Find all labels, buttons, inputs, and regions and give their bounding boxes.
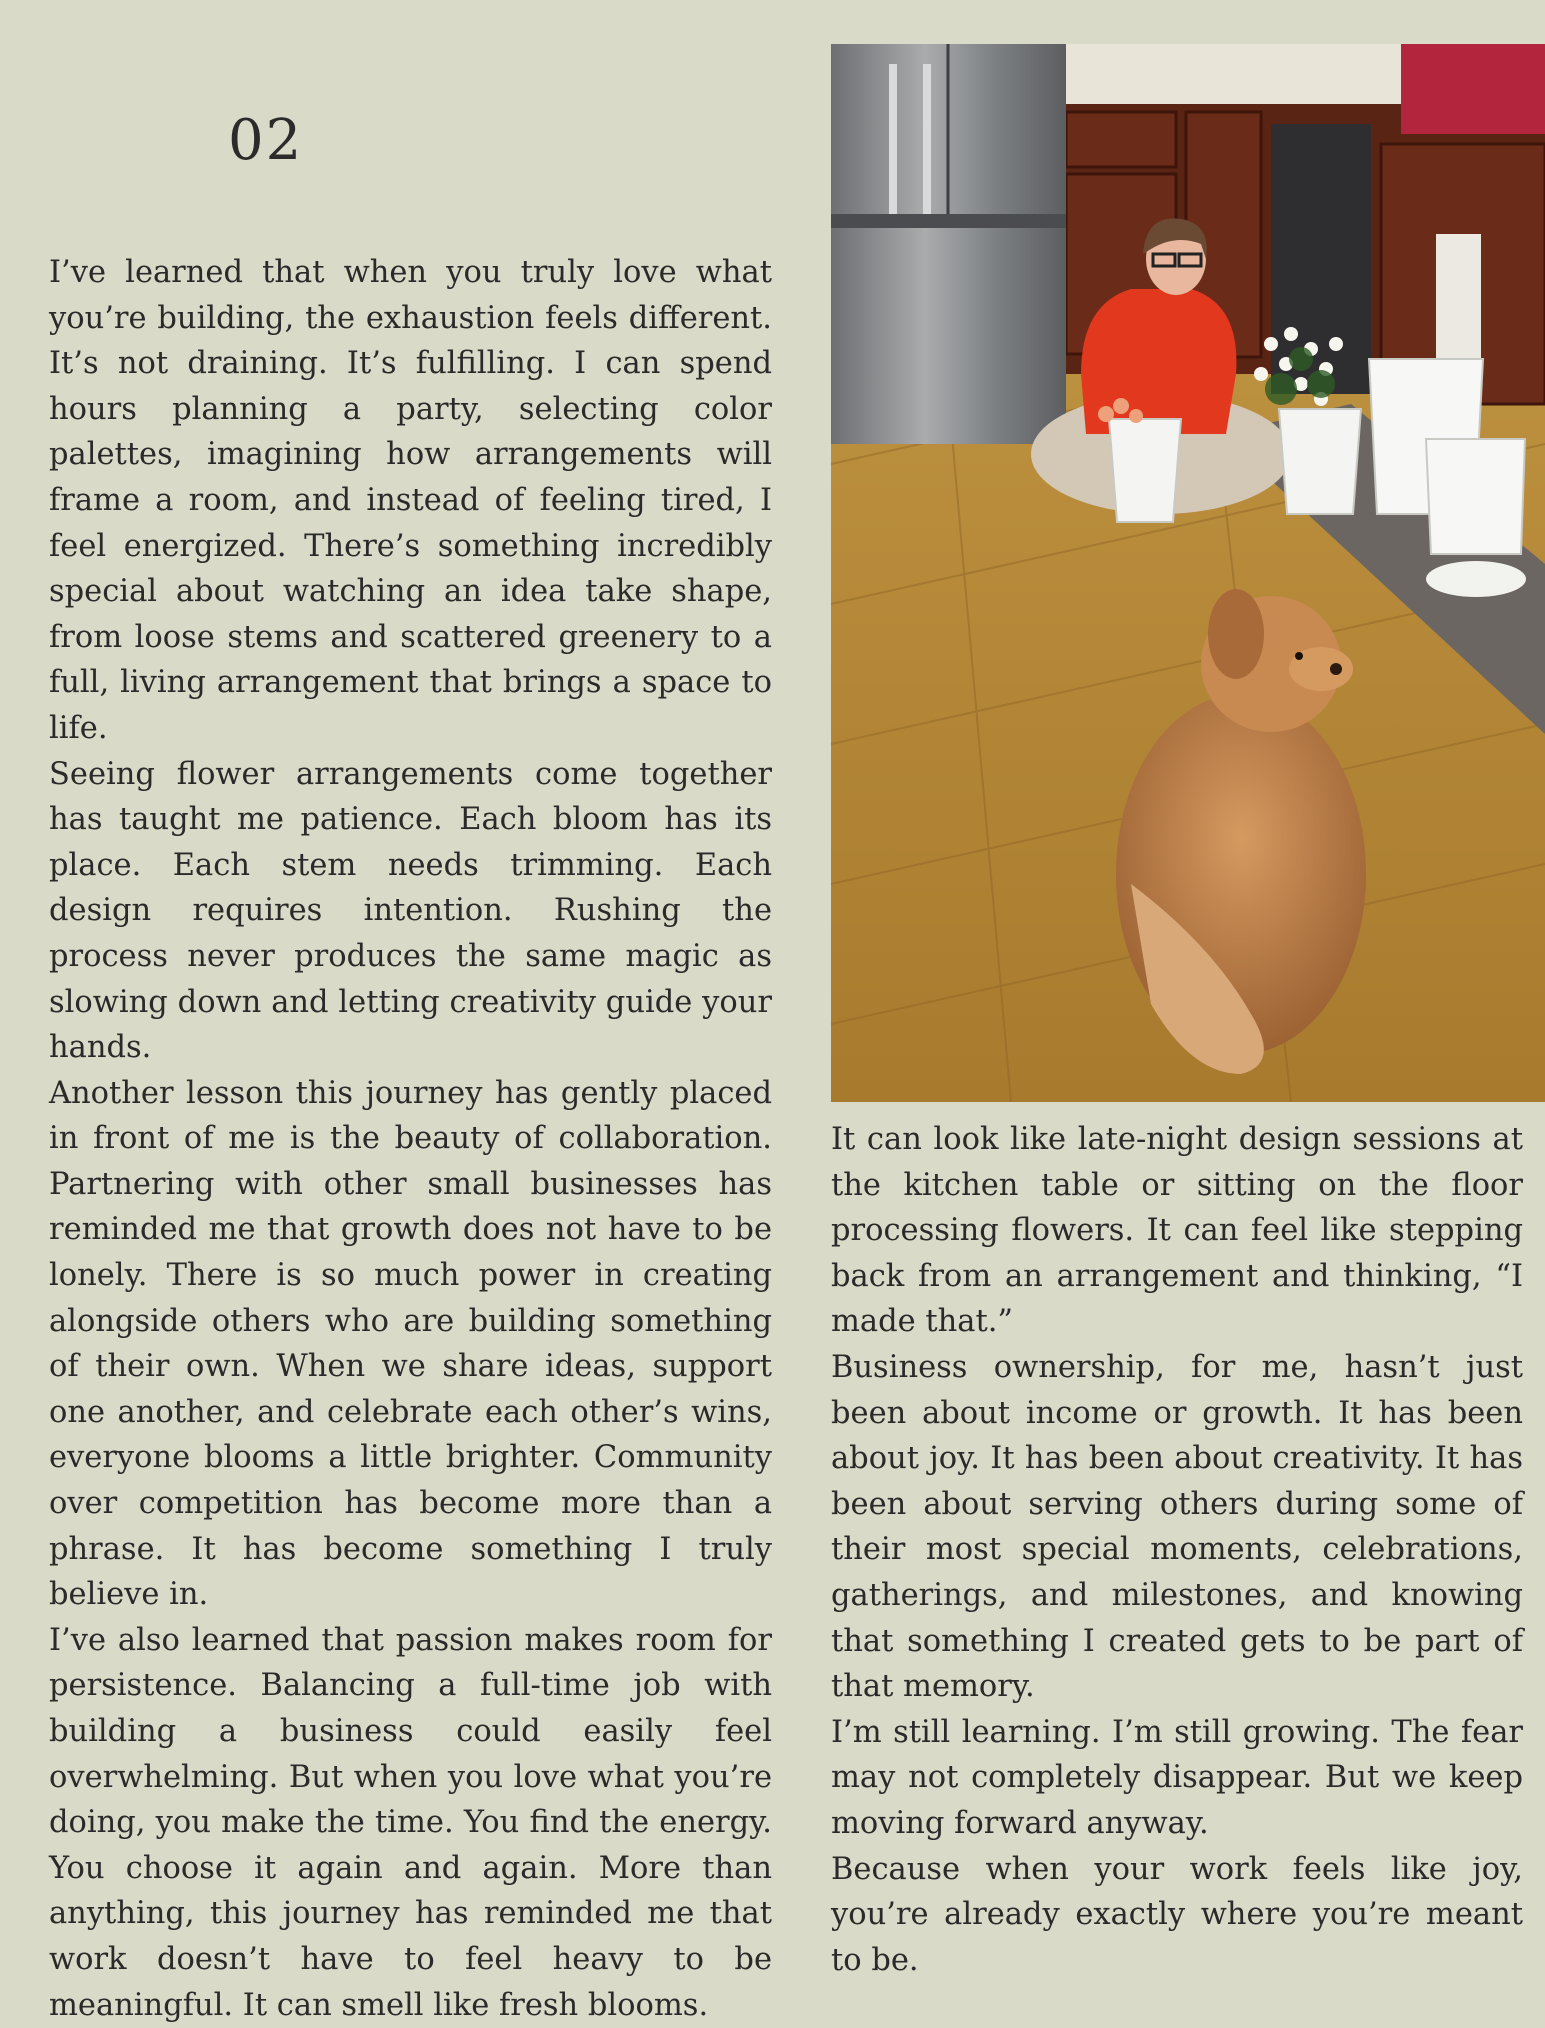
paragraph: Seeing flower arrangements come together has taught me patience. Each bloom has its place. Each stem needs trimming. Each design requires intention. Rushing the process never produces the same magic as slowing down and letting creativity guide your hands. — [49, 756, 772, 1066]
paragraph: I’ve also learned that passion makes room for persistence. Balancing a full-time job with building a business could easily feel overwhelming. But when you love what you’re doing, you make the time. You find the energy. You choose it again and again. More than anything, this journey has reminded me that work doesn’t have to feel heavy to be meaningful. It can smell like fresh blooms. — [49, 1622, 772, 2023]
kitchen-photo — [831, 44, 1545, 1102]
page-number: 02 — [228, 108, 304, 173]
paragraph: It can look like late-night design sessions at the kitchen table or sitting on the floor processing flowers. It can feel like stepping back from an arrangement and thinking, “I made that.” — [831, 1122, 1523, 1340]
paragraph: Because when your work feels like joy, you’re already exactly where you’re meant to be. — [831, 1851, 1523, 1978]
left-text-column — [49, 250, 772, 2028]
paragraph: Another lesson this journey has gently placed in front of me is the beauty of collaboration. Partnering with other small businesses has reminded me that growth does not have to be lonely. There is so much power in creating alongside others who are building something of their own. When we share ideas, support one another, and celebrate each other’s wins, everyone blooms a little brighter. Community over competition has become more than a phrase. It has become something I truly believe in. — [49, 1075, 772, 1613]
paragraph: Business ownership, for me, hasn’t just been about income or growth. It has been about joy. It has been about creativity. It has been about serving others during some of their most special moments, celebrations, gatherings, and milestones, and knowing that something I created gets to be part of that memory. — [831, 1349, 1523, 1705]
right-text-column — [831, 1117, 1523, 1983]
paragraph: I’m still learning. I’m still growing. The fear may not completely disappear. But we keep moving forward anyway. — [831, 1714, 1523, 1841]
paragraph: I’ve learned that when you truly love what you’re building, the exhaustion feels different. It’s not draining. It’s fulfilling. I can spend hours planning a party, selecting color palettes, imagining how arrangements will frame a room, and instead of feeling tired, I feel energized. There’s something incredibly special about watching an idea take shape, from loose stems and scattered greenery to a full, living arrangement that brings a space to life. — [49, 255, 772, 746]
